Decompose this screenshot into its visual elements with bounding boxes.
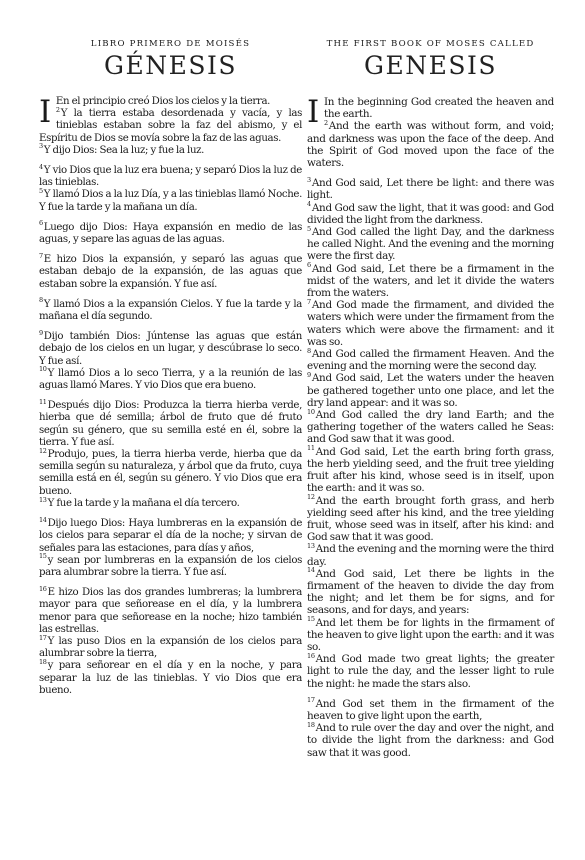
verse-text: And God said, Let there be a firmament in the midst of the waters, and let it divide the waters from the waters. <box>307 262 554 300</box>
verse-number: 12 <box>39 446 47 455</box>
verse-number: 2 <box>323 118 328 127</box>
verse-text: And God called the dry land Earth; and the gathering together of the waters called he Seas: and God saw that it was good. <box>307 409 554 446</box>
verse <box>307 263 554 300</box>
verse-text: y para señorear en el día y en la noche, y para separar la luz de las tinieblas. Y vio Dios que era bueno. <box>39 660 302 696</box>
verse <box>307 409 554 446</box>
verse <box>307 568 554 617</box>
verse-text: And the earth brought forth grass, and herb yielding seed after his kind, and the tree yielding fruit, whose seed was in itself, after his kind: and God saw that it was good. <box>307 494 554 544</box>
verse <box>39 397 302 449</box>
verse-number: 11 <box>307 444 315 453</box>
running-head-spanish: LIBRO PRIMERO DE MOISÉS <box>90 39 251 49</box>
spanish-verses <box>39 96 302 697</box>
verse <box>39 189 302 213</box>
verse-number: 18 <box>307 720 315 729</box>
verse-text: And God said, Let the earth bring forth grass, the herb yielding seed, and the fruit tree yielding fruit after his kind, whose seed is in itself, upon the earth: and it was so. <box>307 445 554 495</box>
verse <box>307 348 554 372</box>
verse-text: And the evening and the morning were the third day. <box>307 543 554 568</box>
verse-number: 8 <box>307 346 311 355</box>
verse-number: 14 <box>307 566 315 575</box>
verse <box>39 105 302 145</box>
english-column <box>307 38 554 759</box>
verse-text: Luego dijo Dios: Haya expansión en medio de las aguas, y separe las aguas de las aguas. <box>39 221 302 246</box>
verse-number: 4 <box>307 200 311 209</box>
verse-number: 14 <box>39 515 47 524</box>
verse <box>307 202 554 226</box>
verse-number: 7 <box>39 251 43 260</box>
verse <box>307 94 554 130</box>
verse-text: And God said, Let the waters under the heaven be gathered together unto one place, and let the dry land appear: and it was so. <box>307 372 554 409</box>
verse-text: And God made the firmament, and divided the waters which were under the firmament from the waters which were above the firmament: and it was so. <box>307 299 554 348</box>
verse <box>39 162 302 189</box>
verse <box>39 328 302 368</box>
verse-text: And let them be for lights in the firmament of the heaven to give light upon the earth: and it was so. <box>307 616 554 653</box>
verse-text: Después dijo Dios: Produzca la tierra hierba verde, hierba que dé semilla; árbol de fruto que dé fruto según su género, que su semilla esté en él, sobre la tierra. Y fue así. <box>39 400 302 448</box>
verse <box>307 617 554 654</box>
verse-number: 7 <box>307 297 311 306</box>
verse-number: 5 <box>39 187 43 196</box>
verse <box>307 543 554 567</box>
running-head-english: THE FIRST BOOK OF MOSES CALLED <box>326 39 535 49</box>
verse-number: 11 <box>39 397 47 406</box>
verse-text: Produjo, pues, la tierra hierba verde, hierba que da semilla según su naturaleza, y árbol que da fruto, cuya semilla está en él, según su género. Y vio Dios que era bueno. <box>39 449 302 497</box>
verse-text: Y las puso Dios en la expansión de los cielos para alumbrar sobre la tierra, <box>39 635 302 660</box>
verse-number: 9 <box>39 328 43 337</box>
english-verses <box>307 96 554 759</box>
verse-number: 17 <box>39 633 47 642</box>
verse <box>307 446 554 495</box>
verse-text: In the beginning God created the heaven and the earth. <box>323 96 554 121</box>
verse-number: 4 <box>39 162 43 171</box>
verse <box>307 226 554 263</box>
verse <box>39 219 302 246</box>
verse-text: Y vio Dios que la luz era buena; y separó Dios la luz de las tinieblas. <box>39 165 302 189</box>
verse <box>39 657 302 697</box>
verse-number: 15 <box>307 615 315 624</box>
verse-text: Dijo también Dios: Júntense las aguas que están debajo de los cielos en un lugar, y descúbrase lo seco. Y fue así. <box>39 331 302 367</box>
verse-number: 6 <box>307 261 311 270</box>
verse <box>39 446 302 498</box>
verse-number: 10 <box>39 365 47 374</box>
book-title-spanish: GÉNESIS <box>104 51 237 80</box>
verse-number: 3 <box>307 175 311 184</box>
verse <box>307 698 554 722</box>
verse-number: 18 <box>39 657 47 666</box>
verse-text: Y llamó Dios a la expansión Cielos. Y fue la tarde y la mañana el día segundo. <box>39 298 302 323</box>
verse <box>39 495 302 510</box>
verse-text: And God called the light Day, and the darkness he called Night. And the evening and the morning were the first day. <box>307 226 554 263</box>
verse <box>39 365 302 392</box>
verse-number: 2 <box>55 105 60 114</box>
book-title-english: GENESIS <box>364 51 497 80</box>
verse-text: And God said, Let there be light: and there was light. <box>307 177 554 202</box>
verse-text: Y llamó Dios a lo seco Tierra, y a la reunión de las aguas llamó Mares. Y vio Dios que era bueno. <box>39 367 302 392</box>
verse <box>39 633 302 660</box>
verse-text: En el principio creó Dios los cielos y la tierra. <box>55 96 271 107</box>
verse-text: And to rule over the day and over the night, and to divide the light from the darkness: and God saw that it was good. <box>307 722 554 759</box>
verse-number: 13 <box>307 541 315 550</box>
verse <box>39 552 302 579</box>
verse <box>39 296 302 323</box>
verse-text: Y llamó Dios a la luz Día, y a las tinieblas llamó Noche. Y fue la tarde y la mañana un día. <box>39 189 302 213</box>
drop-cap: I <box>307 94 319 130</box>
verse-number: 13 <box>39 495 47 504</box>
verse-number: 8 <box>39 296 43 305</box>
verse-text: y sean por lumbreras en la expansión de los cielos para alumbrar sobre la tierra. Y fue así. <box>39 554 302 578</box>
spanish-column <box>39 38 302 697</box>
verse-number: 5 <box>307 224 311 233</box>
verse-text: E hizo Dios la expansión, y separó las aguas que estaban debajo de la expansión, de las aguas que estaban sobre la expansión. Y fue así. <box>39 254 302 290</box>
verse-number: 10 <box>307 407 315 416</box>
verse <box>307 653 554 690</box>
verse <box>307 495 554 544</box>
verse <box>307 177 554 201</box>
verse-number: 9 <box>307 371 311 379</box>
verse <box>307 722 554 759</box>
verse <box>307 372 554 409</box>
verse-text: And God made two great lights; the greater light to rule the day, and the lesser light to rule the night: he made the stars also. <box>307 653 554 690</box>
verse-number: 12 <box>307 493 315 502</box>
verse-text: Dijo luego Dios: Haya lumbreras en la expansión de los cielos para separar el día de la noche; y sirvan de señales para las estaciones, para días y años, <box>39 518 302 554</box>
drop-cap: I <box>39 94 51 130</box>
verse-text: Y dijo Dios: Sea la luz; y fue la luz. <box>43 144 205 156</box>
verse-number: 6 <box>39 219 43 228</box>
verse <box>307 120 554 169</box>
verse-text: And God said, Let there be lights in the firmament of the heaven to divide the day from the night; and let them be for signs, and for seasons, and for days, and years: <box>307 567 554 617</box>
verse <box>39 515 302 555</box>
verse-text: And the earth was without form, and void; and darkness was upon the face of the deep. And the Spirit of God moved upon the face of the waters. <box>307 120 554 170</box>
verse-number: 16 <box>307 651 315 660</box>
verse-number: 15 <box>39 552 47 561</box>
verse <box>307 299 554 348</box>
verse <box>39 584 302 636</box>
verse-text: E hizo Dios las dos grandes lumbreras; la lumbrera mayor para que señorease en el día, y la lumbrera menor para que señorease en la noche; hizo también las estrellas. <box>39 587 302 635</box>
verse-number: 17 <box>307 696 315 705</box>
verse-text: Y la tierra estaba desordenada y vacía, y las tinieblas estaban sobre la faz del abismo, y el Espíritu de Dios se movía sobre la faz de las aguas. <box>39 108 302 144</box>
verse <box>39 142 302 157</box>
verse-number: 3 <box>39 142 43 151</box>
verse-number: 16 <box>39 584 47 593</box>
verse-text: And God saw the light, that it was good: and God divided the light from the darkness. <box>307 201 554 226</box>
verse-text: And God set them in the firmament of the heaven to give light upon the earth, <box>307 697 554 722</box>
verse <box>39 251 302 291</box>
verse-text: Y fue la tarde y la mañana el día tercero. <box>47 497 240 509</box>
verse-text: And God called the firmament Heaven. And the evening and the morning were the second day. <box>307 348 554 373</box>
